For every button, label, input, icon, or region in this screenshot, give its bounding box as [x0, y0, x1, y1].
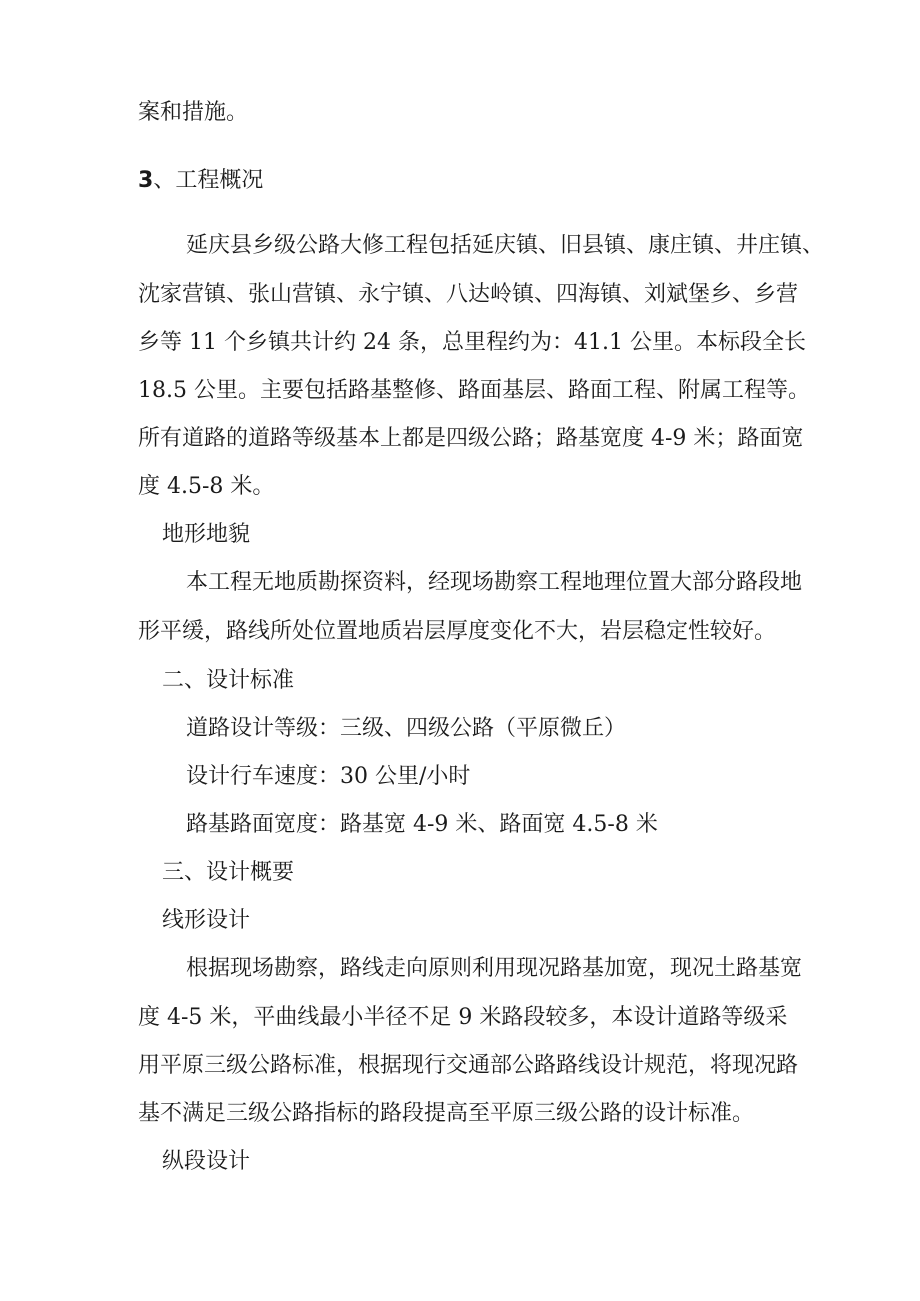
- overview-line-6: 度 4.5-8 米。: [138, 474, 275, 499]
- alignment-heading: 线形设计: [162, 908, 251, 933]
- terrain-line-1: 本工程无地质勘探资料，经现场勘察工程地理位置大部分路段地: [186, 570, 803, 595]
- overview-line-1: 延庆县乡级公路大修工程包括延庆镇、旧县镇、康庄镇、井庄镇、: [186, 233, 825, 258]
- overview-line-2: 沈家营镇、张山营镇、永宁镇、八达岭镇、四海镇、刘斌堡乡、乡营: [138, 282, 799, 307]
- alignment-line-2: 度 4-5 米，平曲线最小半径不足 9 米路段较多，本设计道路等级采: [138, 1005, 788, 1030]
- section-title: 、工程概况: [153, 168, 264, 193]
- continuation-line: 案和措施。: [138, 100, 249, 125]
- terrain-line-2: 形平缓，路线所处位置地质岩层厚度变化不大，岩层稳定性较好。: [138, 619, 777, 644]
- overview-line-3: 乡等 11 个乡镇共计约 24 条，总里程约为：41.1 公里。本标段全长: [138, 330, 806, 355]
- standard-road-grade: 道路设计等级：三级、四级公路（平原微丘）: [186, 716, 627, 741]
- design-summary-heading: 三、设计概要: [162, 860, 295, 885]
- alignment-line-1: 根据现场勘察，路线走向原则利用现况路基加宽，现况土路基宽: [186, 956, 803, 981]
- profile-heading: 纵段设计: [162, 1149, 251, 1174]
- terrain-heading: 地形地貌: [162, 522, 251, 547]
- overview-line-5: 所有道路的道路等级基本上都是四级公路；路基宽度 4-9 米；路面宽: [138, 426, 804, 451]
- alignment-line-3: 用平原三级公路标准，根据现行交通部公路路线设计规范，将现况路: [138, 1053, 799, 1078]
- overview-line-4: 18.5 公里。主要包括路基整修、路面基层、路面工程、附属工程等。: [138, 378, 810, 403]
- section-heading-project-overview: [138, 166, 263, 196]
- design-standards-heading: 二、设计标准: [162, 668, 295, 693]
- standard-width: 路基路面宽度：路基宽 4-9 米、路面宽 4.5-8 米: [186, 812, 658, 837]
- section-number: 3: [138, 168, 154, 193]
- alignment-line-4: 基不满足三级公路指标的路段提高至平原三级公路的设计标准。: [138, 1101, 755, 1126]
- standard-design-speed: 设计行车速度：30 公里/小时: [186, 764, 471, 789]
